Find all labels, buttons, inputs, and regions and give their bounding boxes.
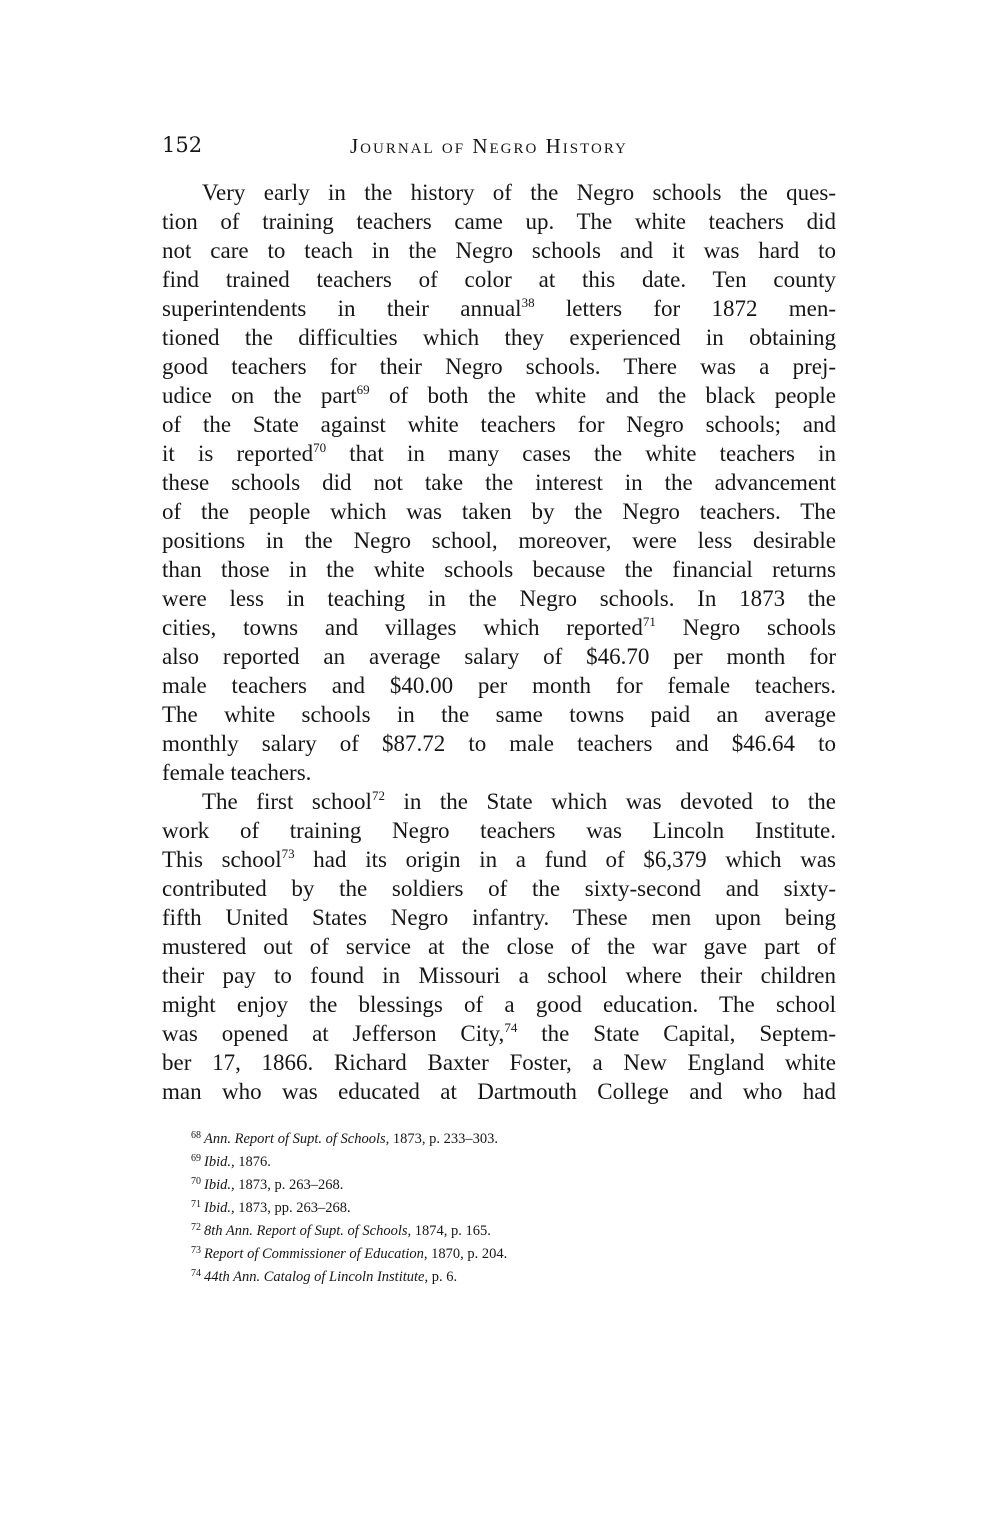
text-line: these schools did not take the interest in the advancement — [162, 470, 836, 495]
text-line: mustered out of service at the close of the war gave part of — [162, 934, 836, 959]
text-line: Very early in the history of the Negro schools the ques- — [202, 180, 836, 205]
footnote-ref: 73 — [281, 846, 295, 861]
footnotes — [191, 1128, 791, 1289]
footnote-ref: 38 — [521, 295, 535, 310]
text-line: ber 17, 1866. Richard Baxter Foster, a New England white — [162, 1050, 836, 1075]
text-line: This school$^{73}$ had its origin in a fund of $6,379 which was — [162, 846, 836, 872]
text-line: fifth United States Negro infantry. These men upon being — [162, 905, 836, 930]
text-line: male teachers and $40.00 per month for female teachers. — [162, 673, 836, 698]
footnote: $^{72}$ 8th Ann. Report of Supt. of Schools, 1874, p. 165. — [191, 1222, 491, 1239]
text-line: work of training Negro teachers was Lincoln Institute. — [162, 818, 836, 843]
text-line: tion of training teachers came up. The white teachers did — [162, 209, 836, 234]
footnote: $^{68}$ Ann. Report of Supt. of Schools, 1873, p. 233–303. — [191, 1130, 499, 1147]
text-line: it is reported$^{70}$ that in many cases the white teachers in — [162, 440, 836, 466]
text-line: man who was educated at Dartmouth College and who had — [162, 1079, 836, 1104]
text-line: might enjoy the blessings of a good education. The school — [162, 992, 836, 1017]
text-line: tioned the difficulties which they experienced in obtaining — [162, 325, 836, 350]
text-line: find trained teachers of color at this date. Ten county — [162, 267, 836, 292]
text-line: monthly salary of $87.72 to male teachers and $46.64 to — [162, 731, 836, 756]
footnote: $^{70}$ Ibid., 1873, p. 263–268. — [191, 1176, 344, 1193]
text-line: good teachers for their Negro schools. There was a prej- — [162, 354, 836, 379]
footnote: $^{73}$ Report of Commissioner of Education, 1870, p. 204. — [191, 1245, 508, 1262]
footnote: $^{74}$ 44th Ann. Catalog of Lincoln Institute, p. 6. — [191, 1268, 458, 1285]
footnote-ref: 74 — [504, 1020, 518, 1035]
text-line: superintendents in their annual$^{38}$ letters for 1872 men- — [162, 295, 837, 321]
footnote-ref: 72 — [371, 788, 385, 803]
text-line: The first school$^{72}$ in the State which was devoted to the — [202, 788, 836, 814]
text-line: were less in teaching in the Negro schools. In 1873 the — [162, 586, 836, 611]
footnote: $^{71}$ Ibid., 1873, pp. 263–268. — [191, 1199, 351, 1216]
text-line: than those in the white schools because the financial returns — [162, 557, 836, 582]
text-line: was opened at Jefferson City,$^{74}$ the State Capital, Septem- — [162, 1020, 836, 1046]
footnote-ref: 69 — [356, 382, 370, 397]
footnote-ref: 70 — [313, 440, 327, 455]
running-head: Journal of Negro History — [350, 134, 628, 158]
page-header — [162, 128, 838, 164]
text-line: not care to teach in the Negro schools and it was hard to — [162, 238, 836, 263]
text-line: of the State against white teachers for Negro schools; and — [162, 412, 836, 437]
text-line: cities, towns and villages which reported$^{71}$ Negro schools — [162, 614, 836, 640]
text-line: their pay to found in Missouri a school where their children — [162, 963, 836, 988]
text-line: positions in the Negro school, moreover, were less desirable — [162, 528, 836, 553]
text-line: female teachers. — [162, 760, 312, 785]
page-number: 152 — [162, 133, 203, 157]
text-line: udice on the part$^{69}$ of both the white and the black people — [162, 382, 836, 408]
text-line: also reported an average salary of $46.70 per month for — [162, 644, 836, 669]
footnote-ref: 71 — [642, 614, 656, 629]
body-text — [162, 178, 836, 1106]
text-line: The white schools in the same towns paid an average — [162, 702, 836, 727]
footnote: $^{69}$ Ibid., 1876. — [191, 1153, 271, 1170]
text-line: of the people which was taken by the Negro teachers. The — [162, 499, 836, 524]
text-line: contributed by the soldiers of the sixty-second and sixty- — [162, 876, 836, 901]
